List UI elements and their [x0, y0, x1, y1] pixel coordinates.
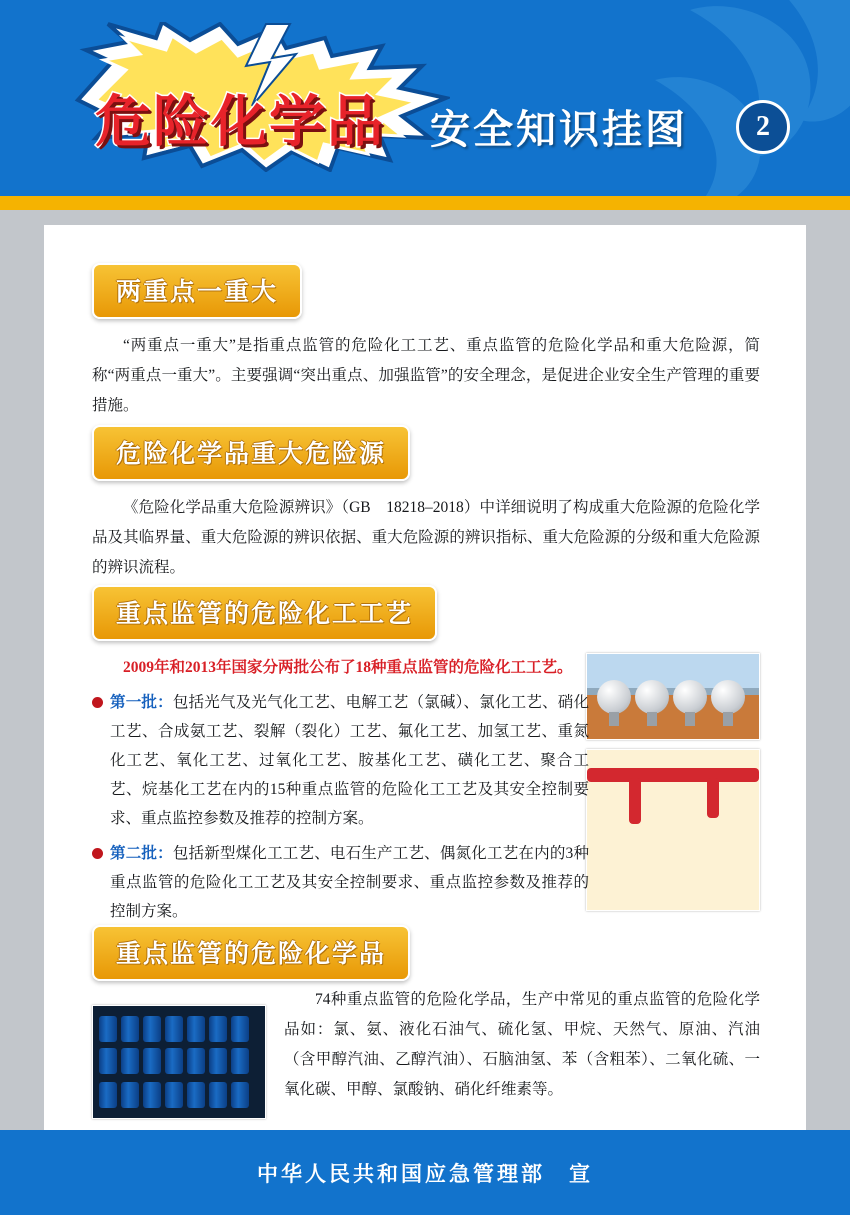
poster-footer — [0, 1130, 850, 1215]
right-margin — [806, 210, 850, 1130]
poster-body — [44, 225, 806, 1130]
section-paragraph: 74种重点监管的危险化学品，生产中常见的重点监管的危险化学品如：氯、氨、液化石油气、硫化氢、甲烷、天然气、原油、汽油（含甲醇汽油、乙醇汽油）、石脑油氢、苯（含粗苯）、二氧化硫、一氧化碳、甲醇、氯酸钠、硝化纤维素等。 — [284, 991, 760, 1098]
section-text-column — [284, 985, 760, 1105]
footer-text: 中华人民共和国应急管理部 宣 — [257, 1161, 593, 1186]
bullet-item — [92, 688, 589, 833]
section-paragraph: “两重点一重大”是指重点监管的危险化工工艺、重点监管的危险化学品和重大危险源，简称“两重点一重大”。主要强调“突出重点、加强监管”的安全理念，是促进企业安全生产管理的重要措施。 — [92, 337, 760, 414]
bullet-label: 第二批： — [110, 845, 173, 862]
bullet-dot-icon — [92, 697, 103, 708]
photo-art — [587, 750, 759, 910]
bullet-dot-icon — [92, 848, 103, 859]
bullet-label: 第一批： — [110, 694, 173, 711]
section-text-column — [92, 653, 589, 926]
section-heading: 重点监管的危险化工工艺 — [92, 585, 437, 641]
section-heading: 重点监管的危险化学品 — [92, 925, 410, 981]
blue-chemical-drums-photo — [92, 1005, 266, 1119]
section-key-supervised-processes — [92, 585, 760, 926]
header-yellow-stripe — [0, 196, 850, 210]
bullet-text: 包括新型煤化工工艺、电石生产工艺、偶氮化工艺在内的3种重点监管的危险化工工艺及其安全控制要求、重点监控参数及推荐的控制方案。 — [110, 845, 589, 920]
spherical-gas-tanks-photo — [586, 653, 760, 740]
bullet-item — [92, 839, 589, 926]
section-lead-text: 2009年和2013年国家分两批公布了18种重点监管的危险化工工艺。 — [123, 659, 573, 676]
poster-title-sub: 安全知识挂图 — [430, 107, 688, 152]
section-heading: 危险化学品重大危险源 — [92, 425, 410, 481]
poster-header — [0, 0, 850, 196]
section-major-hazard-sources — [92, 425, 760, 583]
section-body — [92, 653, 760, 926]
section-body — [92, 985, 760, 1125]
workers-briefing-photo — [586, 749, 760, 911]
photo-art — [587, 654, 759, 739]
section-two-key-one-major — [92, 263, 760, 421]
section-paragraph: 《危险化学品重大危险源辨识》（GB 18218–2018）中详细说明了构成重大危险源的危险化学品及其临界量、重大危险源的辨识依据、重大危险源的辨识指标、重大危险源的分级和重大危险源的辨识流程。 — [92, 499, 760, 576]
left-margin — [0, 210, 44, 1130]
poster-title-main: 危险化学品 — [95, 90, 385, 153]
photo-art — [93, 1006, 265, 1118]
issue-number-badge: 2 — [736, 100, 790, 154]
bullet-text: 包括光气及光气化工艺、电解工艺（氯碱）、氯化工艺、硝化工艺、合成氨工艺、裂解（裂化）工艺、氟化工艺、加氢工艺、重氮化工艺、氧化工艺、过氧化工艺、胺基化工艺、磺化工艺、聚合工艺、烷基化工艺在内的15种重点监管的危险化工工艺及其安全控制要求、重点监控参数及推荐的控制方案。 — [110, 694, 589, 827]
section-heading: 两重点一重大 — [92, 263, 302, 319]
section-key-supervised-chemicals — [92, 925, 760, 1125]
